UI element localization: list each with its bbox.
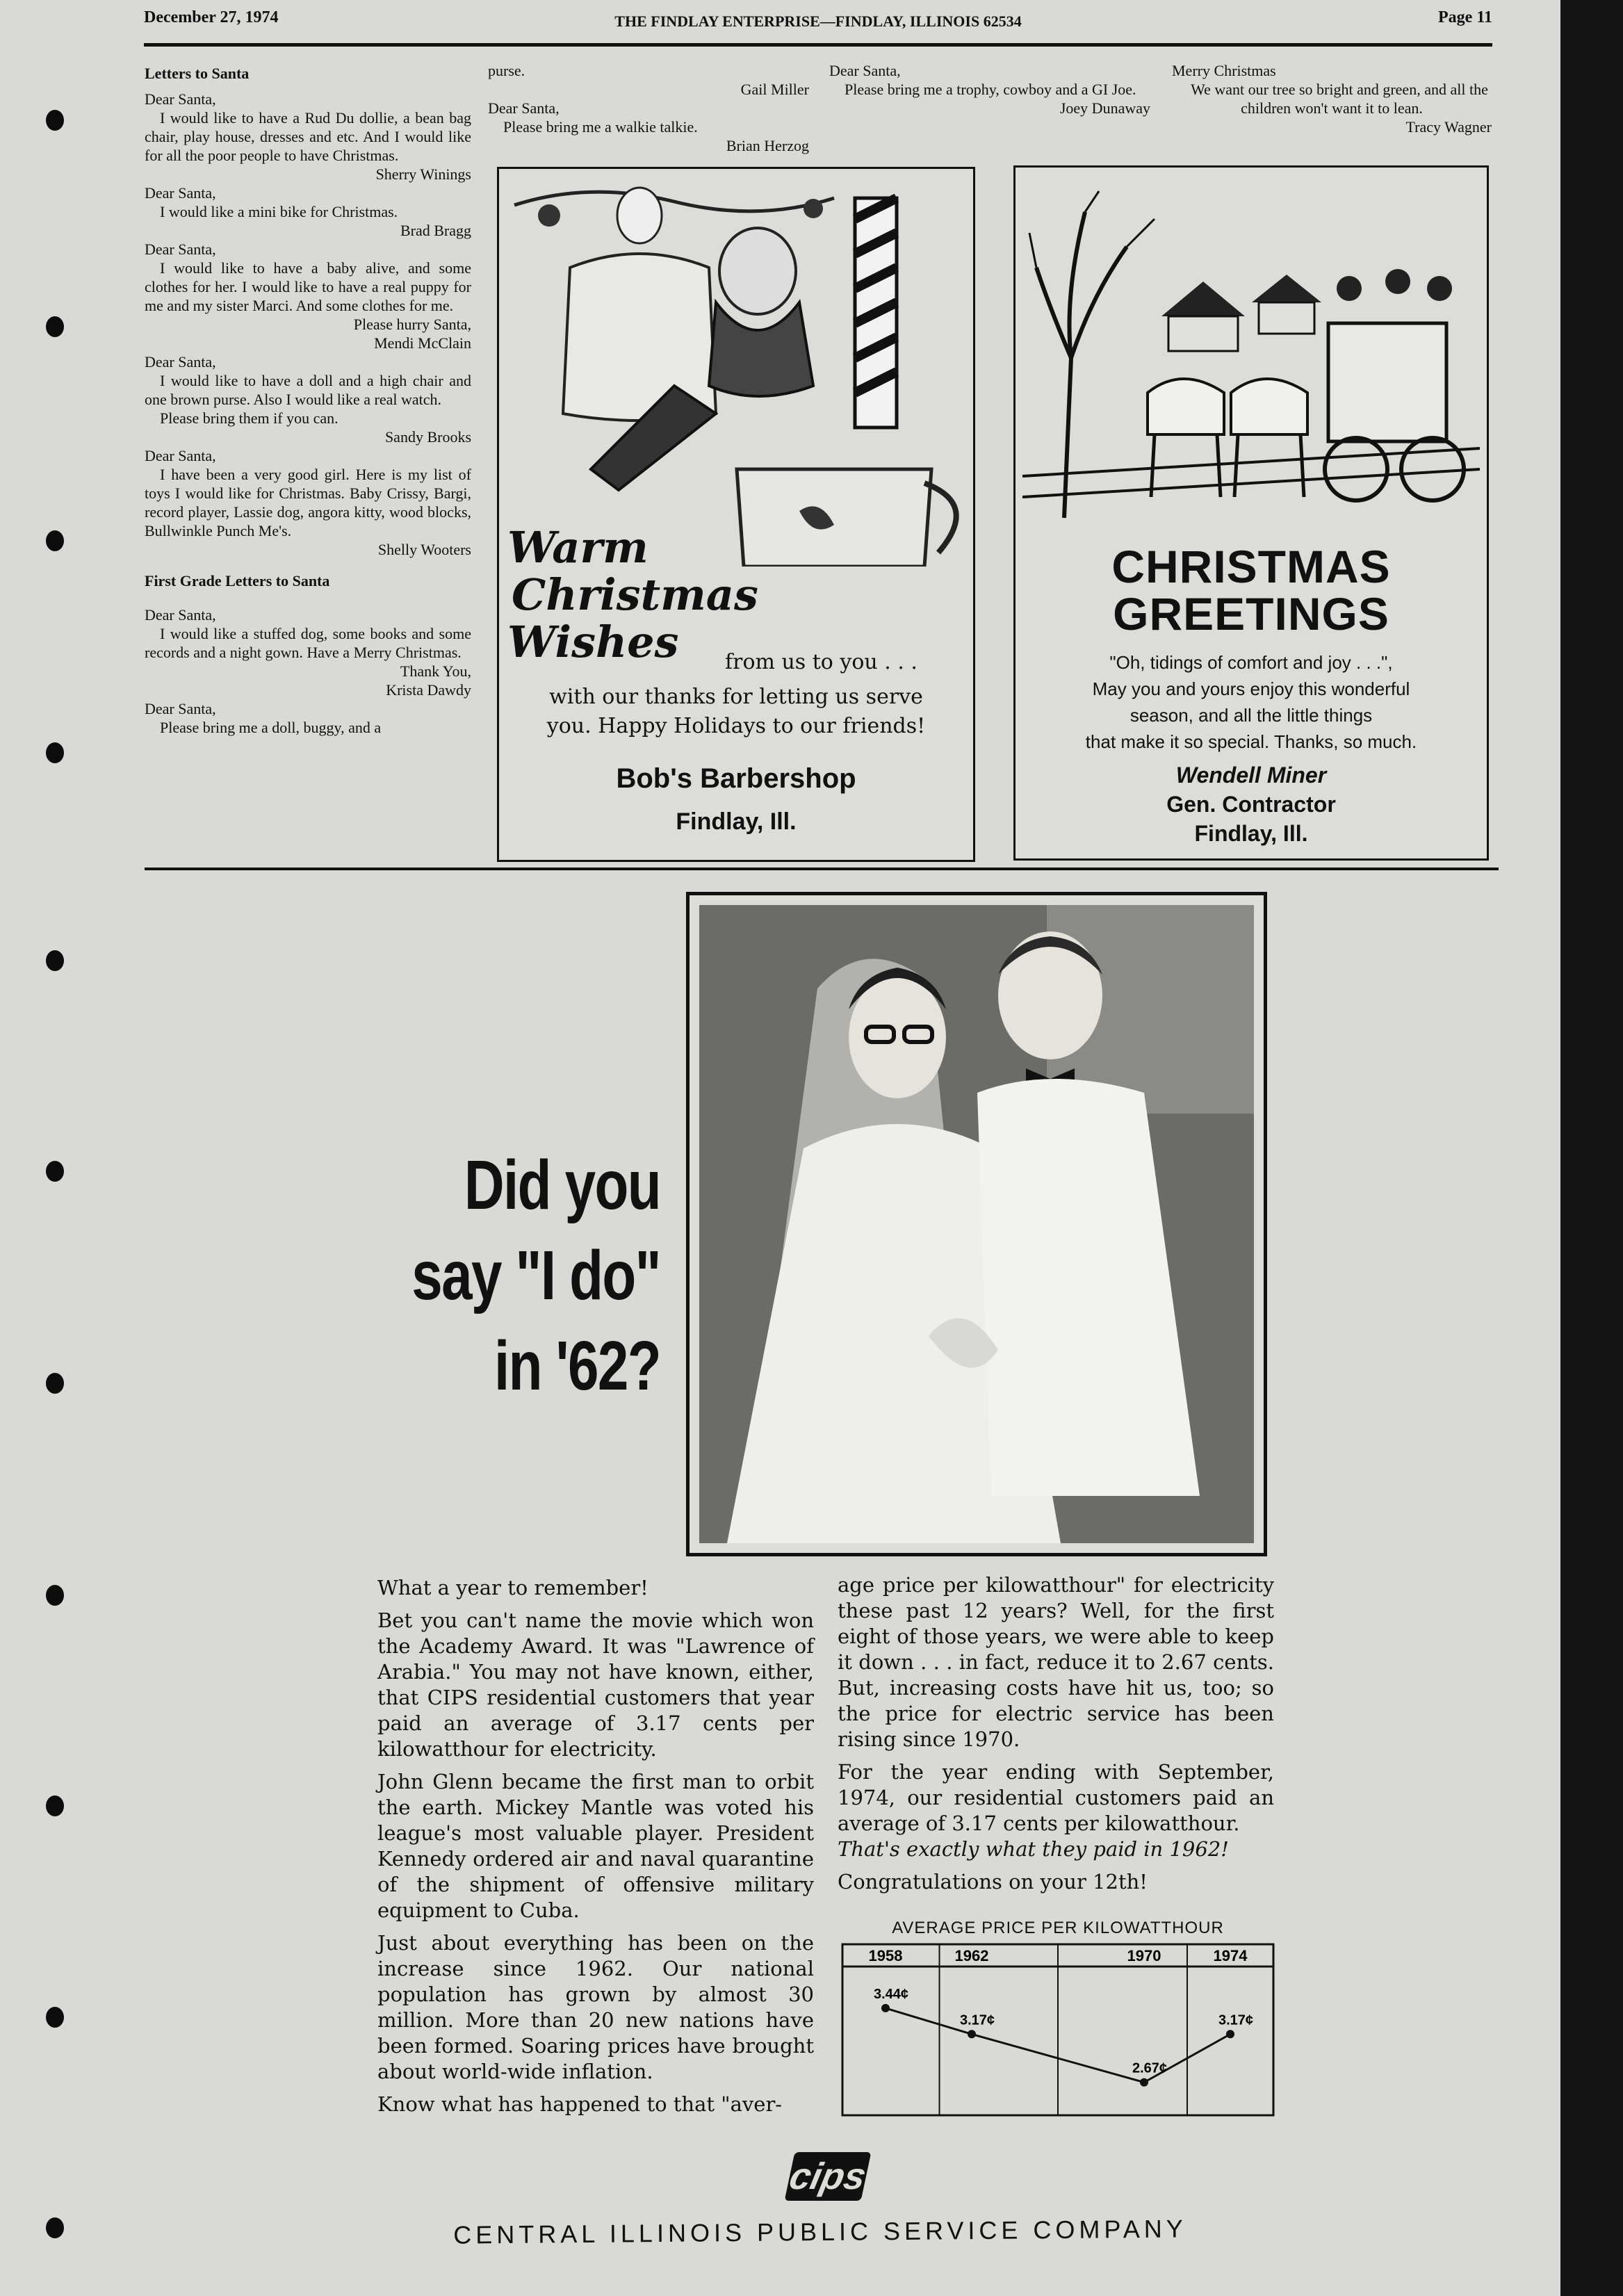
letter-body: We want our tree so bright and green, and all the children won't want it to lean. bbox=[1191, 81, 1488, 117]
body-paragraph: Just about everything has been on the increase since 1962. Our national population has grown by almost 30 million. More than 20 new nations have been formed. Soaring prices have brought about world-wide inflation. bbox=[377, 1931, 814, 2083]
headline-line: Did you bbox=[464, 1146, 660, 1224]
letter-signature: Sherry Winings bbox=[375, 165, 471, 183]
letters-column-1 bbox=[145, 64, 471, 737]
letter-signature: Sandy Brooks bbox=[384, 428, 471, 446]
wedding-photo-frame bbox=[686, 892, 1267, 1556]
ad-body-column-1 bbox=[377, 1575, 814, 2124]
letter-signature: Shelly Wooters bbox=[377, 541, 471, 558]
letter-signature: Brian Herzog bbox=[726, 137, 809, 154]
chart-tick-label: 1962 bbox=[954, 1947, 989, 1964]
greetings-title: GREETINGS bbox=[1113, 588, 1389, 640]
chart-data-label: 3.17¢ bbox=[959, 2012, 995, 2028]
body-paragraph: What a year to remember! bbox=[377, 1576, 649, 1599]
chart-data-point bbox=[968, 2030, 976, 2038]
letters-column-4 bbox=[1172, 61, 1492, 136]
letter-body: I would like to have a baby alive, and some clothes for her. I would like to have a real puppy for me and my sister Marci. And some clothes for me. bbox=[145, 259, 471, 314]
letter-signature: Brad Bragg bbox=[400, 222, 471, 239]
letter-body: Please bring me a trophy, cowboy and a GI Joe. bbox=[845, 81, 1136, 98]
letter-body: Please bring me a doll, buggy, and a bbox=[160, 719, 382, 736]
punch-hole bbox=[46, 742, 64, 763]
chart-data-point bbox=[1140, 2078, 1148, 2087]
letter-greeting: Dear Santa, bbox=[145, 353, 216, 371]
headline-line: say "I do" bbox=[411, 1237, 660, 1314]
wedding-photo bbox=[699, 905, 1254, 1543]
punch-hole bbox=[46, 2007, 64, 2028]
body-paragraph: age price per kilowatthour" for electricity these past 12 years? Well, for the first eight of those years, we were able to keep it down . . . in fact, reduce it to 2.67 cents. But, increasing costs have hit us, too; so the price for electric service has been rising since 1970. bbox=[838, 1573, 1274, 1751]
letter-greeting: Dear Santa, bbox=[145, 184, 216, 202]
ad-message: "Oh, tidings of comfort and joy . . .", bbox=[1109, 652, 1393, 673]
masthead-page: Page 11 bbox=[1438, 8, 1492, 26]
letter-body: I would like to have a doll and a high chair and one brown purse. Also I would like a real watch. bbox=[145, 372, 471, 408]
letter-greeting: Dear Santa, bbox=[145, 700, 216, 717]
ad-message: season, and all the little things bbox=[1129, 705, 1373, 726]
letters-heading: Letters to Santa bbox=[145, 65, 250, 82]
chart-data-point bbox=[1226, 2030, 1234, 2038]
masthead-rule bbox=[144, 43, 1492, 47]
body-paragraph-emphasis: That's exactly what they paid in 1962! bbox=[838, 1837, 1229, 1861]
masthead-paper: THE FINDLAY ENTERPRISE—FINDLAY, ILLINOIS 62534 bbox=[614, 13, 1022, 30]
punch-hole bbox=[46, 2217, 64, 2238]
ad-line: you. Happy Holidays to our friends! bbox=[546, 714, 926, 738]
letter-signature: Joey Dunaway bbox=[1059, 99, 1150, 117]
body-paragraph: Congratulations on your 12th! bbox=[838, 1870, 1148, 1894]
letter-greeting: Dear Santa, bbox=[145, 606, 216, 624]
punch-hole bbox=[46, 1796, 64, 1816]
ad-message: that make it so special. Thanks, so much. bbox=[1085, 731, 1417, 752]
body-paragraph: John Glenn became the first man to orbit the earth. Mickey Mantle was voted his league's most valuable player. President Kennedy ordered air and naval quarantine of the shipment of offensive military equipment to Cuba. bbox=[377, 1770, 814, 1922]
punch-hole bbox=[46, 1373, 64, 1394]
letter-thanks: Thank You, bbox=[400, 662, 471, 680]
letter-body: Please bring me a walkie talkie. bbox=[503, 118, 698, 136]
chart-data-label: 3.17¢ bbox=[1218, 2012, 1254, 2028]
warm-script: Warm bbox=[507, 522, 649, 573]
cips-logo bbox=[785, 2152, 872, 2201]
punch-hole bbox=[46, 950, 64, 971]
wishes-script: Wishes bbox=[507, 617, 679, 667]
chart-tick-label: 1970 bbox=[1127, 1947, 1161, 1964]
advertiser-location: Findlay, Ill. bbox=[676, 808, 797, 835]
binding-spine bbox=[1560, 0, 1623, 2296]
letters-column-2 bbox=[488, 61, 809, 155]
letter-signature: Krista Dawdy bbox=[386, 681, 471, 699]
letter-signature: Gail Miller bbox=[740, 81, 809, 98]
chart-title: AVERAGE PRICE PER KILOWATTHOUR bbox=[892, 1919, 1224, 1937]
letter-body: I have been a very good girl. Here is my list of toys I would like for Christmas. Baby Crissy, Bargi, record player, Lassie dog, angora kitty, wood blocks, Bullwinkle Punch Me's. bbox=[145, 466, 471, 539]
letter-body: I would like a mini bike for Christmas. bbox=[160, 203, 398, 220]
letter-greeting: Dear Santa, bbox=[145, 90, 216, 108]
advertiser-location: Findlay, Ill. bbox=[1194, 821, 1308, 846]
masthead-date: December 27, 1974 bbox=[144, 8, 279, 26]
chart-data-point bbox=[881, 2004, 890, 2012]
cips-logo-text: cips bbox=[785, 2156, 870, 2197]
letter-continued: purse. bbox=[488, 62, 525, 79]
price-chart bbox=[841, 1943, 1275, 2117]
contractor-ad bbox=[1013, 165, 1489, 861]
christmas-script: Christmas bbox=[512, 569, 758, 620]
ad-line: from us to you . . . bbox=[725, 650, 917, 674]
letter-greeting: Dear Santa, bbox=[145, 447, 216, 464]
headline-line: in '62? bbox=[494, 1327, 660, 1405]
advertiser-role: Gen. Contractor bbox=[1166, 792, 1336, 817]
barbershop-ad bbox=[497, 167, 975, 862]
chart-tick-label: 1958 bbox=[868, 1947, 903, 1964]
santa-barber-illustration bbox=[507, 177, 963, 567]
letter-extra: Please bring them if you can. bbox=[160, 409, 339, 427]
punch-hole bbox=[46, 1161, 64, 1182]
ad-line: with our thanks for letting us serve bbox=[549, 685, 923, 709]
letter-signature: Mendi McClain bbox=[374, 334, 471, 352]
chart-data-label: 2.67¢ bbox=[1132, 2060, 1168, 2076]
stagecoach-illustration bbox=[1022, 184, 1480, 532]
body-paragraph: Know what has happened to that "aver- bbox=[377, 2092, 783, 2116]
letter-greeting: Dear Santa, bbox=[145, 241, 216, 258]
punch-hole bbox=[46, 530, 64, 551]
punch-hole bbox=[46, 1585, 64, 1606]
advertiser-name: Wendell Miner bbox=[1175, 763, 1327, 788]
letter-greeting: Dear Santa, bbox=[488, 99, 560, 117]
letters-heading-first-grade: First Grade Letters to Santa bbox=[145, 572, 330, 589]
body-paragraph: For the year ending with September, 1974, our residential customers paid an average of 3.17 cents per kilowatthour. bbox=[838, 1760, 1274, 1835]
advertiser-name: Bob's Barbershop bbox=[616, 763, 856, 794]
christmas-title: CHRISTMAS bbox=[1111, 541, 1391, 592]
punch-hole bbox=[46, 316, 64, 337]
punch-hole bbox=[46, 110, 64, 131]
letter-body: I would like a stuffed dog, some books and some records and a night gown. Have a Merry Christmas. bbox=[145, 625, 471, 661]
letter-extra: Please hurry Santa, bbox=[353, 316, 471, 333]
ad-headline bbox=[393, 1140, 660, 1411]
company-name: CENTRAL ILLINOIS PUBLIC SERVICE COMPANY bbox=[453, 2214, 1187, 2249]
letter-greeting: Dear Santa, bbox=[829, 62, 901, 79]
ad-message: May you and yours enjoy this wonderful bbox=[1092, 678, 1410, 699]
letter-greeting: Merry Christmas bbox=[1172, 62, 1276, 79]
ad-body-column-2 bbox=[838, 1572, 1274, 1902]
body-paragraph: Bet you can't name the movie which won the Academy Award. It was "Lawrence of Arabia." You may not have known, either, that CIPS residential customers that year paid an average of 3.17 cents per kilowatthour for electricity. bbox=[377, 1609, 814, 1761]
letters-column-3 bbox=[829, 61, 1150, 117]
letter-body: I would like to have a Rud Du dollie, a bean bag chair, play house, dresses and etc. And I would like for all the poor people to have Christmas. bbox=[145, 109, 471, 164]
section-rule bbox=[145, 868, 1499, 870]
chart-tick-label: 1974 bbox=[1213, 1947, 1248, 1964]
letter-signature: Tracy Wagner bbox=[1405, 118, 1492, 136]
masthead bbox=[144, 8, 1492, 43]
chart-data-label: 3.44¢ bbox=[873, 1986, 909, 2002]
